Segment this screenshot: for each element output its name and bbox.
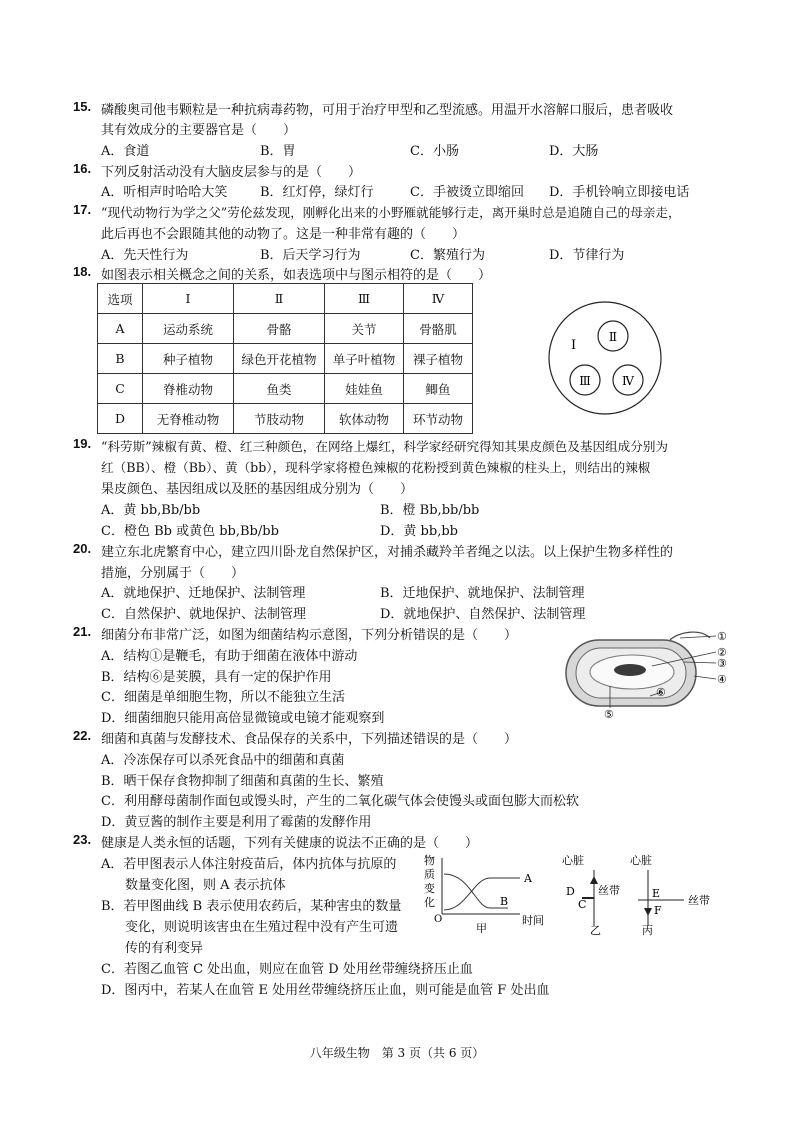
label-i: Ⅰ <box>571 338 577 353</box>
label-4: ④ <box>717 673 727 686</box>
table-cell: 绿色开花植物 <box>234 344 325 374</box>
table-row <box>98 284 473 314</box>
table-cell: 脊椎动物 <box>143 374 234 404</box>
table-cell: 无脊椎动物 <box>143 404 234 434</box>
heart-label: 心脏 <box>630 854 652 867</box>
q22-option-c: C．利用酵母菌制作面包或馒头时，产生的二氧化碳气体会使馒头或面包膨大而松软 <box>101 794 579 809</box>
heart-label: 心脏 <box>562 854 584 867</box>
q23-option-b-line2: 变化，则说明该害虫在生殖过程中没有产生可遗 <box>125 920 399 935</box>
q21-number: 21. <box>73 624 92 639</box>
q23-stem: 健康是人类永恒的话题，下列有关健康的说法不正确的是（ ） <box>101 836 479 851</box>
q17-option-a: A．先天性行为 <box>101 248 189 263</box>
table-cell: 软体动物 <box>325 404 404 434</box>
arrow-down-icon <box>644 908 652 916</box>
table-cell: 裸子植物 <box>404 344 473 374</box>
q17-option-b: B．后天学习行为 <box>260 248 361 263</box>
q15-number: 15. <box>73 99 92 114</box>
table-cell: 选项 <box>98 284 143 314</box>
curve-b <box>444 874 508 908</box>
y-label-char: 变 <box>424 882 435 895</box>
table-cell: 运动系统 <box>143 314 234 344</box>
label-5: ⑤ <box>604 708 614 721</box>
q16-option-b: B．红灯停，绿灯行 <box>260 185 374 200</box>
point-f-label: F <box>654 904 662 917</box>
curve-a <box>444 878 520 910</box>
q18-concept-diagram <box>545 298 665 418</box>
label-ii: Ⅱ <box>608 330 618 344</box>
q22-option-a: A．冷冻保存可以杀死食品中的细菌和真菌 <box>101 753 345 768</box>
q17-option-d: D．节律行为 <box>549 248 625 263</box>
q23-figure-jia <box>420 852 550 936</box>
q20-option-d: D．就地保护、自然保护、法制管理 <box>380 607 586 622</box>
q16-option-a: A．听相声时哈哈大笑 <box>101 185 228 200</box>
table-cell: Ⅱ <box>234 284 325 314</box>
table-cell: 节肢动物 <box>234 404 325 434</box>
q17-number: 17. <box>73 202 92 217</box>
q20-option-b: B．迁地保护、就地保护、法制管理 <box>380 586 585 601</box>
page-footer: 八年级生物 第 3 页（共 6 页） <box>309 1046 485 1060</box>
point-e-label: E <box>652 887 661 900</box>
q21-option-b: B．结构⑥是荚膜，具有一定的保护作用 <box>101 670 332 685</box>
q19-option-a: A．黄 bb,Bb/bb <box>101 503 201 518</box>
table-cell: 环节动物 <box>404 404 473 434</box>
x-axis-label: 时间 <box>522 914 544 927</box>
q19-stem-line2: 红（BB）、橙（Bb）、黄（bb），现科学家将橙色辣椒的花粉授到黄色辣椒的柱头上，则结出的辣椒 <box>101 460 651 475</box>
dna-region <box>614 664 646 676</box>
q20-number: 20. <box>73 541 92 556</box>
table-cell: B <box>98 344 143 374</box>
q17-stem-line2: 此后再也不会跟随其他的动物了。这是一种非常有趣的（ ） <box>101 227 466 242</box>
label-2: ② <box>717 646 727 659</box>
arrow-up-icon <box>590 876 598 884</box>
q16-option-c: C．手被烫立即缩回 <box>410 185 524 200</box>
q23-option-a-line1: A．若甲图表示人体注射疫苗后，体内抗体与抗原的 <box>101 857 397 872</box>
figure-name: 乙 <box>590 924 601 936</box>
q21-option-d: D．细菌细胞只能用高倍显微镜或电镜才能观察到 <box>101 711 385 726</box>
label-6: ⑥ <box>656 686 666 699</box>
ribbon-label: 丝带 <box>688 894 710 907</box>
y-label-char: 化 <box>424 896 435 909</box>
q15-option-b: B．胃 <box>260 144 296 159</box>
q23-option-d: D．图丙中，若某人在血管 E 处用丝带缠绕挤压止血，则可能是血管 F 处出血 <box>101 983 550 998</box>
q18-number: 18. <box>73 264 92 279</box>
curve-b-label: B <box>500 895 509 908</box>
q15-option-a: A．食道 <box>101 144 150 159</box>
q21-option-c: C．细菌是单细胞生物，所以不能独立生活 <box>101 690 345 705</box>
q16-number: 16. <box>73 161 92 176</box>
q20-stem-line1: 建立东北虎繁育中心，建立四川卧龙自然保护区，对捕杀藏羚羊者绳之以法。以上保护生物多样性的 <box>101 545 674 560</box>
q19-stem-line1: “科劳斯”辣椒有黄、橙、红三种颜色，在网络上爆红，科学家经研究得知其果皮颜色及基因组成分别为 <box>101 439 669 454</box>
origin-label: O <box>434 914 443 925</box>
curve-a-label: A <box>524 872 532 885</box>
table-cell: A <box>98 314 143 344</box>
point-c-label: C <box>578 898 587 911</box>
ribbon-label: 丝带 <box>598 884 620 897</box>
table-cell: D <box>98 404 143 434</box>
q22-stem: 细菌和真菌与发酵技术、食品保存的关系中，下列描述错误的是（ ） <box>101 732 518 747</box>
table-cell: 关节 <box>325 314 404 344</box>
q20-option-c: C．自然保护、就地保护、法制管理 <box>101 607 306 622</box>
table-cell: Ⅳ <box>404 284 473 314</box>
q19-number: 19. <box>73 436 92 451</box>
q21-bacteria-diagram <box>560 626 740 722</box>
q18-options-table <box>97 283 473 434</box>
table-cell: C <box>98 374 143 404</box>
table-row <box>98 344 473 374</box>
label-iii: Ⅲ <box>579 374 591 388</box>
q19-option-c: C．橙色 Bb 或黄色 bb,Bb/bb <box>101 524 279 539</box>
flagellum <box>670 632 710 640</box>
q23-option-a-line2: 数量变化图，则 A 表示抗体 <box>125 878 286 893</box>
table-cell: 娃娃鱼 <box>325 374 404 404</box>
outer-circle <box>549 302 661 414</box>
y-label-char: 质 <box>424 868 435 881</box>
q23-figure-bing <box>628 852 728 936</box>
q23-option-b-line3: 传的有利变异 <box>125 941 204 956</box>
table-cell: Ⅲ <box>325 284 404 314</box>
q15-option-d: D．大肠 <box>549 144 599 159</box>
q23-number: 23. <box>73 832 92 847</box>
q22-option-b: B．晒干保存食物抑制了细菌和真菌的生长、繁殖 <box>101 774 384 789</box>
figure-name: 丙 <box>642 924 653 936</box>
q21-option-a: A．结构①是鞭毛，有助于细菌在液体中游动 <box>101 649 358 664</box>
q23-option-c: C．若图乙血管 C 处出血，则应在血管 D 处用丝带缠绕挤压止血 <box>101 962 473 977</box>
table-cell: 鲫鱼 <box>404 374 473 404</box>
table-cell: 骨骼 <box>234 314 325 344</box>
table-cell: 骨骼肌 <box>404 314 473 344</box>
q21-stem: 细菌分布非常广泛，如图为细菌结构示意图，下列分析错误的是（ ） <box>101 628 518 643</box>
table-row <box>98 404 473 434</box>
q17-stem-line1: “现代动物行为学之父”劳伦兹发现，刚孵化出来的小野雁就能够行走，离开巢时总是追随自己的母亲走， <box>101 205 681 220</box>
table-cell: Ⅰ <box>143 284 234 314</box>
q20-stem-line2: 措施，分别属于（ ） <box>101 566 245 581</box>
q15-stem-line2: 其有效成分的主要器官是（ ） <box>101 123 297 138</box>
table-row <box>98 374 473 404</box>
q19-stem-line3: 果皮颜色、基因组成以及胚的基因组成分别为（ ） <box>101 482 414 497</box>
q22-number: 22. <box>73 728 92 743</box>
q19-option-d: D．黄 bb,bb <box>380 524 458 539</box>
table-cell: 单子叶植物 <box>325 344 404 374</box>
q16-option-d: D．手机铃响立即接电话 <box>549 185 690 200</box>
y-label-char: 物 <box>424 854 435 867</box>
table-row <box>98 314 473 344</box>
q18-stem: 如图表示相关概念之间的关系，如表选项中与图示相符的是（ ） <box>101 268 492 283</box>
point-d-label: D <box>566 885 575 898</box>
q15-stem-line1: 磷酸奥司他韦颗粒是一种抗病毒药物，可用于治疗甲型和乙型流感。用温开水溶解口服后，患者吸收 <box>101 103 674 118</box>
q16-stem: 下列反射活动没有大脑皮层参与的是（ ） <box>101 165 362 180</box>
q15-option-c: C．小肠 <box>410 144 459 159</box>
table-cell: 鱼类 <box>234 374 325 404</box>
label-1: ① <box>717 630 727 643</box>
q22-option-d: D．黄豆酱的制作主要是利用了霉菌的发酵作用 <box>101 815 372 830</box>
q23-option-b-line1: B．若甲图曲线 B 表示使用农药后，某种害虫的数量 <box>101 899 402 914</box>
label-3: ③ <box>717 657 727 670</box>
q20-option-a: A．就地保护、迁地保护、法制管理 <box>101 586 306 601</box>
table-cell: 种子植物 <box>143 344 234 374</box>
figure-name: 甲 <box>476 922 487 935</box>
q17-option-c: C．繁殖行为 <box>410 248 485 263</box>
q19-option-b: B．橙 Bb,bb/bb <box>380 503 480 518</box>
label-iv: Ⅳ <box>622 374 634 388</box>
